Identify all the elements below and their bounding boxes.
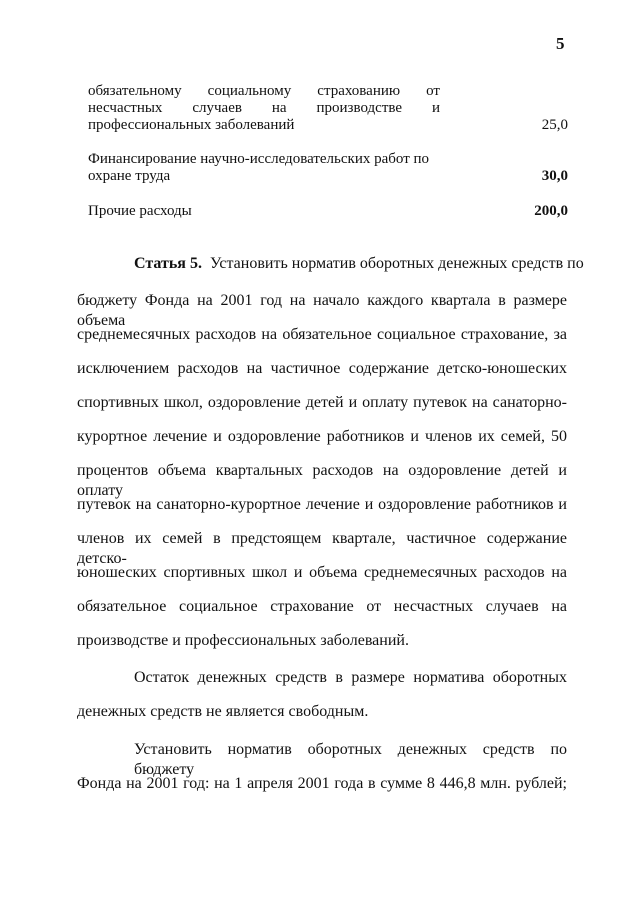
budget-row-value: 30,0 (541, 168, 568, 184)
paragraph-line: Установить норматив оборотных денежных средств по бюджету (134, 741, 567, 778)
budget-row-research (88, 151, 568, 185)
budget-row-value: 25,0 (541, 117, 568, 133)
article-line: путевок на санаторно-курортное лечение и оздоровление работников и (77, 496, 567, 513)
article-first-line (134, 254, 584, 274)
article-line: обязательное социальное страхование от несчастных случаев на (77, 598, 567, 615)
budget-row-insurance (88, 83, 568, 134)
budget-row-label-line: несчастных случаев на производстве и (88, 100, 440, 116)
budget-row-label (88, 203, 440, 220)
budget-row-label (88, 83, 440, 134)
article-line: среднемесячных расходов на обязательное социальное страхование, за (77, 326, 567, 343)
article-line: курортное лечение и оздоровление работников и членов их семей, 50 (77, 428, 567, 445)
paragraph-line: Фонда на 2001 год: на 1 апреля 2001 года в сумме 8 446,8 млн. рублей; (77, 775, 567, 792)
budget-row-label-line: Прочие расходы (88, 203, 192, 219)
article-line: исключением расходов на частичное содержание детско-юношеских (77, 360, 567, 377)
article-line: бюджету Фонда на 2001 год на начало каждого квартала в размере объема (77, 292, 567, 329)
paragraph-line: денежных средств не является свободным. (77, 703, 369, 720)
article-label: Статья 5. (134, 255, 202, 272)
budget-row-other (88, 203, 568, 220)
article-line: Установить норматив оборотных денежных средств по (209, 255, 584, 272)
budget-row-label-line: Финансирование научно-исследовательских работ по (88, 151, 430, 167)
budget-row-label-line: обязательному социальному страхованию от (88, 83, 440, 99)
article-line: процентов объема квартальных расходов на оздоровление детей и оплату (77, 462, 567, 499)
budget-row-label-line: охране труда (88, 168, 171, 184)
article-line: юношеских спортивных школ и объема среднемесячных расходов на (77, 564, 567, 581)
paragraph-line: Остаток денежных средств в размере норматива оборотных (134, 669, 567, 686)
page-number: 5 (556, 34, 565, 53)
article-line: производстве и профессиональных заболеваний. (77, 632, 409, 649)
budget-row-label (88, 151, 440, 185)
budget-row-label-line: профессиональных заболеваний (88, 117, 295, 133)
article-line: членов их семей в предстоящем квартале, частичное содержание детско- (77, 530, 567, 567)
article-line: спортивных школ, оздоровление детей и оплату путевок на санаторно- (77, 394, 567, 411)
budget-row-value: 200,0 (534, 203, 568, 219)
